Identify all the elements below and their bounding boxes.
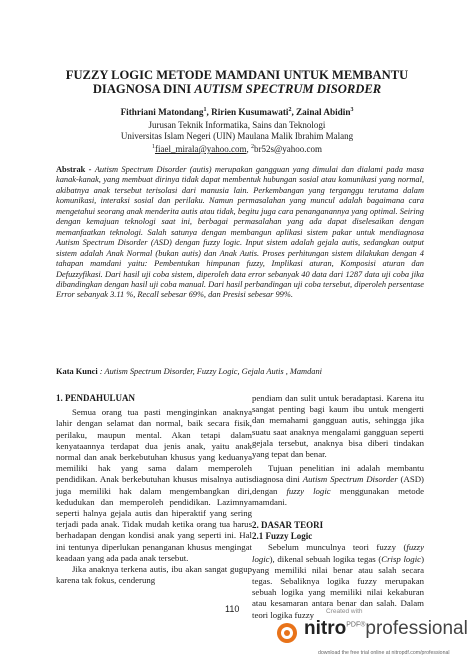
affiliation-university: Universitas Islam Negeri (UIN) Maulana Malik Ibrahim Malang [120, 131, 354, 141]
download-trial-text: download the free trial online at nitropdf.com/professional [318, 650, 450, 656]
left-paragraph-2: Jika anaknya terkena autis, ibu akan sangat gugup karena tak fokus, cenderung [56, 564, 252, 586]
author-3: Zainal Abidin [296, 107, 351, 118]
title-line-1: FUZZY LOGIC METODE MAMDANI UNTUK MEMBANTU [65, 68, 409, 82]
right-p3-text-a: Sebelum munculnya teori fuzzy ( [268, 542, 407, 553]
keywords [56, 367, 424, 377]
affiliation-dept: Jurusan Teknik Informatika, Sains dan Teknologi [148, 120, 326, 130]
left-paragraph-1: Semua orang tua pasti menginginkan anaknya lahir dengan selamat dan normal, baik secara fisik, perilaku, maupun mental. Akan tetapi dalam kenyataannya terdapat dua jenis anak, yaitu anak normal dan anak berkebutuhan khusus yang keduanya memiliki hak yang sama dalam memperoleh pendidikan. Anak berkebutuhan khusus misalnya autis juga memiliki hak dalam mengembangkan diri, kedudukan dan memperoleh pendidikan. Lazimnya seperti halnya gejala autis dan hiperaktif yang sering terjadi pada anak. Tidak mudah ketika orang tua harus berhadapan dengan kondisi anak yang seperti ini. Hal ini tentunya diperlukan penanganan khusus mengingat keadaan yang ada pada anak tersebut. [56, 407, 252, 563]
title-line-2-prefix: DIAGNOSA DINI [92, 82, 195, 96]
abstract-text: Autism Spectrum Disorder (autis) merupakan gangguan yang dimulai dan dialami pada masa kanak-kanak, yang membuat dirinya tidak dapat membentuk hubungan sosial atau komunikasi yang normal, akibatnya anak tersebut terisolasi dari manusia lain. Perkembangan yang terganggu terutama dalam komunikasi, interaksi sosial dan perilaku. Namun permasalahan yang muncul adalah bagaimana cara mengetahui seorang anak menderita autis atau tidak, begitu juga cara penanganannya yang optimal. Seiring dengan kemajuan teknologi saat ini, berbagai permasalahan yang ada dapat diselesaikan dengan memanfaatkan teknologi. Salah satunya dengan membangun aplikasi sistem pakar untuk mendiagnosa Autism Spectrum Disorder (ASD) dengan fuzzy logic. Input sistem adalah gejala autis, sedangkan output sistem adalah Anak Normal (bukan autis) dan Anak Autis. Proses perhitungan sistem dilakukan dengan 4 tahapan mamdani yaitu: Pembentukan himpunan fuzzy, Implikasi aturan, Komposisi aturan dan Defuzzyfikasi. Dari hasil uji coba sistem, diperoleh data error sebanyak 40 data dari 1287 data uji coba jika dibandingkan dengan hasil uji coba manual. Dari hasil perbandingan uji coba tersebut, diperoleh persentase Error sebanyak 3.11 %, Recall sebesar 69%, dan Presisi sebesar 99%. [56, 165, 424, 300]
email-link-1[interactable]: fiael_mirala@yahoo.com [154, 144, 247, 154]
author-2: Ririen Kusumawati [211, 107, 289, 118]
right-p3-italic-b: Crisp logic [381, 553, 422, 564]
nitro-logo-icon [276, 622, 298, 644]
abstract [56, 165, 424, 301]
affiliation-emails [20, 142, 454, 155]
right-p3-text-b: ), dikenal sebuah logika tegas ( [269, 553, 382, 564]
right-paragraph-2 [252, 463, 424, 508]
email-2-sup: 2 [250, 144, 254, 150]
title-line-2-italic: AUTISM SPECTRUM DISORDER [194, 82, 382, 96]
right-paragraph-1: pendiam dan sulit untuk beradaptasi. Karena itu sangat penting bagi kaum ibu untuk mengerti dan memahami gangguan autis, sehingga jika suatu saat anaknya mengalami gangguan seperti gejala tersebut, anaknya bisa diberi tindakan yang tepat dan benar. [252, 393, 424, 460]
right-p2-italic-b: fuzzy logic [286, 485, 331, 496]
abstract-label: Abstrak - [56, 165, 95, 174]
brand-pdf: PDF [346, 621, 361, 629]
right-p3-italic-a: fuzzy logic [252, 542, 424, 564]
author-3-sup: 3 [350, 107, 354, 113]
author-1-sup: 1 [203, 107, 207, 113]
brand-registered: ® [360, 621, 366, 629]
created-with-label: Created with [326, 608, 363, 615]
right-p2-text-c: menggunakan metode mamdani. [252, 485, 425, 507]
brand-nitro: nitro [304, 618, 347, 639]
author-1: Fithriani Matondang [120, 107, 204, 118]
left-column [56, 393, 252, 586]
section-heading-dasar-teori: 2. DASAR TEORI [252, 520, 324, 531]
keywords-text: : Autism Spectrum Disorder, Fuzzy Logic, Gejala Autis , Mamdani [97, 367, 322, 376]
right-p2-italic-a: Autism Spectrum Disorder [302, 474, 398, 485]
email-1-sup: 1 [151, 144, 155, 150]
section-heading-pendahuluan: 1. PENDAHULUAN [56, 393, 136, 403]
email-2: br52s@yahoo.com [253, 144, 323, 154]
keywords-label: Kata Kunci [56, 367, 98, 376]
subsection-heading-fuzzy-logic: 2.1 Fuzzy Logic [252, 531, 313, 542]
author-list [20, 107, 454, 117]
email-sep: , [246, 144, 251, 154]
right-p2-text-a: Tujuan penelitian ini adalah membantu diagnosa dini [252, 463, 424, 485]
author-sep: , [291, 107, 297, 118]
right-column [252, 393, 424, 621]
nitro-watermark[interactable] [268, 606, 474, 670]
page-number: 110 [225, 604, 240, 614]
author-2-sup: 2 [288, 107, 292, 113]
right-p2-text-b: (ASD) dengan [252, 474, 424, 496]
brand-professional: professional [365, 618, 468, 639]
paper-title [20, 68, 454, 96]
title-line-2 [20, 82, 454, 96]
author-sep: , [206, 107, 212, 118]
nitro-brand [304, 618, 468, 640]
right-p3-text-c: ) yang memiliki nilai benar atau salah secara tegas. Sebaliknya logika fuzzy merupakan sebuah logika yang memiliki nilai kekaburan atau kesamaran antara benar dan salah. Dalam teori logika fuzzy [252, 553, 424, 620]
